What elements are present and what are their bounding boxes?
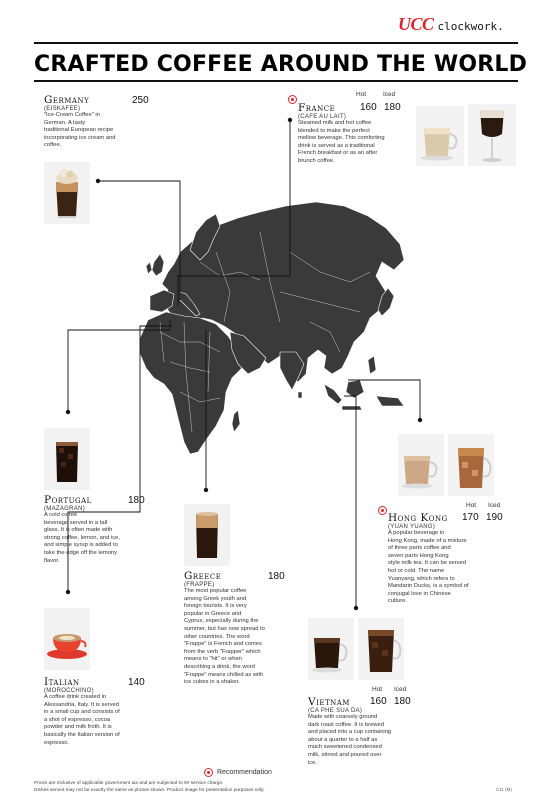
greece-country: Greece xyxy=(184,570,222,582)
france-price-iced: 180 xyxy=(384,102,401,113)
portugal-price: 180 xyxy=(128,495,145,506)
leader-dot-portugal xyxy=(66,410,70,414)
vietnam-description: Made with coarsely ground dark roast coffee. It is brewed and placed into a cup containing about a quarter to a half as much sweetened condensed milk, stirred and poured over ice. xyxy=(308,714,392,766)
greece-item xyxy=(184,570,296,687)
italian-photo xyxy=(44,608,90,670)
footnote-prices: Prices are inclusive of applicable government tax and are subjected to 5# service charge. xyxy=(34,781,224,786)
portugal-country: Portugal xyxy=(44,494,92,506)
greece-local-name: (FRAPPE) xyxy=(184,582,215,588)
hongkong-hot-header: Hot xyxy=(466,502,477,509)
italian-local-name: (MOROCCHINO) xyxy=(44,688,94,694)
italian-country: Italian xyxy=(44,676,80,688)
leader-germany xyxy=(98,181,180,300)
france-iced-header: Iced xyxy=(383,91,396,98)
leader-portugal xyxy=(68,320,170,412)
leader-france xyxy=(178,120,290,306)
greece-price: 180 xyxy=(268,571,285,582)
leader-dot-italian xyxy=(66,590,70,594)
greece-description: The most popular coffee among Greek youth and foreign tourists. It is very popular in Greece and Cyprus, especially during the summer, but has now spread to other countries. The word "Frappe" is French and comes from the verb "Frapper" which means to "hit" or when describing a drink, the word "Frappe" means chilled as with ice cubes in a shaker. xyxy=(184,588,265,686)
recommendation-icon xyxy=(204,768,213,777)
leader-dot-vietnam xyxy=(354,606,358,610)
italian-description: A coffee drink created in Alessandria, Italy. It is served in a small cup and consists of a shot of espresso, cocoa powder and milk froth. It is basically the Italian version of espresso. xyxy=(44,694,120,746)
vietnam-price-iced: 180 xyxy=(394,696,411,707)
ucc-logo: UCC xyxy=(398,14,434,34)
vietnam-country: Vietnam xyxy=(308,696,350,708)
leader-hongkong xyxy=(348,380,420,420)
vietnam-iced-photo xyxy=(358,618,404,680)
recommendation-legend xyxy=(204,768,272,777)
portugal-photo xyxy=(44,428,90,490)
leader-dot-hongkong xyxy=(418,418,422,422)
france-recommendation-icon xyxy=(288,95,297,104)
leader-dot-germany xyxy=(96,179,100,183)
italian-price: 140 xyxy=(128,677,145,688)
greece-photo xyxy=(184,504,230,566)
hongkong-iced-photo xyxy=(448,434,494,496)
hongkong-local-name: (YUAN YUANG) xyxy=(388,524,436,530)
hongkong-iced-header: Iced xyxy=(488,502,501,509)
brand-name: clockwork. xyxy=(437,20,504,33)
leader-vietnam xyxy=(344,396,356,608)
vietnam-iced-header: Iced xyxy=(394,686,407,693)
portugal-local-name: (MAZAGRAN) xyxy=(44,506,85,512)
hongkong-country: Hong Kong xyxy=(388,512,448,524)
hongkong-description: A popular beverage in Hong Kong, made of a mixture of three parts coffee and seven parts Hong Kong style milk tea. It can be served hot or cold. The name Yuanyang, which refers to Mandarin Ducks, is a symbol of conjugal love in Chinese culture. xyxy=(388,530,469,605)
portugal-description: A cold coffee beverage served in a tall glass. It is often made with strong coffee, lemon, and ice, and simple syrup is added to take the edge off the lemony flavor. xyxy=(44,512,120,564)
vietnam-hot-header: Hot xyxy=(372,686,383,693)
germany-photo xyxy=(44,162,90,224)
vietnam-local-name: (CA PHE SUA DA) xyxy=(308,708,363,714)
france-price-hot: 160 xyxy=(360,102,377,113)
footnote-dishes: Dishes served may not be exactly the same as photos shown. Product image for presentation purposes only. xyxy=(34,788,265,793)
france-hot-header: Hot xyxy=(356,91,367,98)
france-local-name: (CAFE AU LAIT) xyxy=(298,114,347,120)
hongkong-price-iced: 190 xyxy=(486,512,503,523)
germany-price: 250 xyxy=(132,95,149,106)
vietnam-price-hot: 160 xyxy=(370,696,387,707)
france-hot-photo xyxy=(416,106,464,166)
leader-dot-france xyxy=(288,118,292,122)
france-iced-photo xyxy=(468,104,516,166)
germany-country: Germany xyxy=(44,94,90,106)
germany-description: "Ice-Cream Coffee" in German. A tasty traditional European recipe incorporating ice cream and coffee. xyxy=(44,112,116,149)
hongkong-item xyxy=(388,512,512,606)
menu-code: C11 (M) xyxy=(496,787,512,792)
germany-local-name: (EISKAFEE) xyxy=(44,106,81,112)
hongkong-recommendation-icon xyxy=(378,506,387,515)
page-title: CRAFTED COFFEE AROUND THE WORLD xyxy=(34,52,528,77)
france-country: France xyxy=(298,102,336,114)
hongkong-price-hot: 170 xyxy=(462,512,479,523)
hongkong-hot-photo xyxy=(398,434,444,496)
vietnam-hot-photo xyxy=(308,618,354,680)
recommendation-label: Recommendation xyxy=(217,769,272,776)
leader-dot-greece xyxy=(204,488,208,492)
france-description: Steamed milk and hot coffee blended to make the perfect mellow beverage. This comforting drink is served as a traditional French breakfast or as an after brunch coffee. xyxy=(298,120,385,164)
